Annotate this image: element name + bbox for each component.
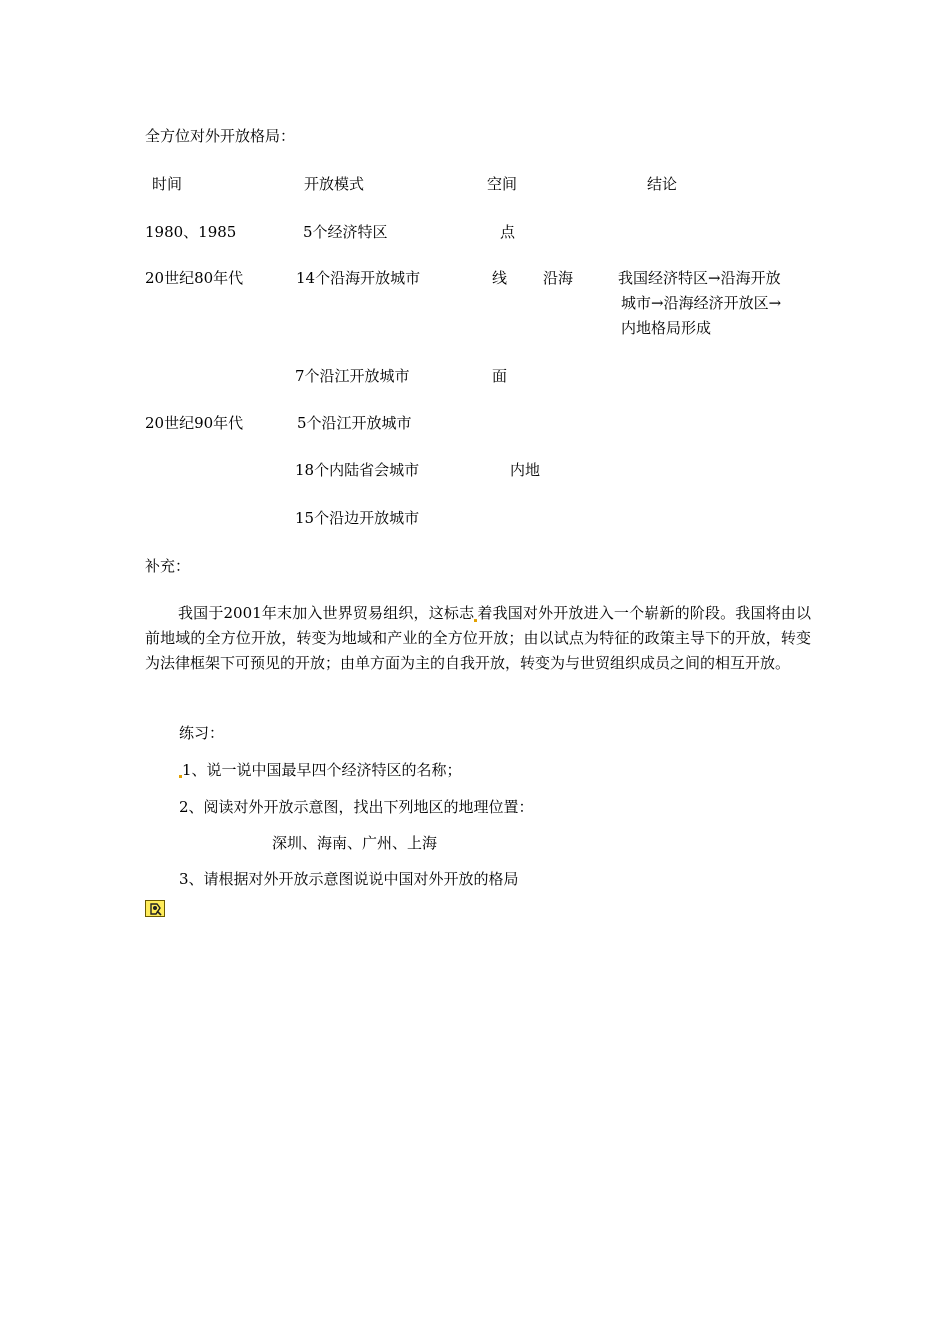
list-item [179, 758, 462, 782]
row-time: 1980、1985 [145, 223, 237, 241]
row-time: 20世纪90年代 [145, 414, 244, 432]
supplement-label: 补充： [145, 557, 191, 575]
list-item: 3、请根据对外开放示意图说说中国对外开放的格局 [179, 870, 519, 888]
row-mode: 18个内陆省会城市 [295, 461, 420, 479]
conclusion-line: 内地格局形成 [621, 319, 712, 337]
row-conclusion [618, 266, 818, 341]
list-item: 深圳、海南、广州、上海 [272, 834, 438, 852]
row-mode: 5个沿江开放城市 [297, 414, 412, 432]
conclusion-line: 城市→沿海经济开放区→ [621, 294, 782, 312]
conclusion-line: 我国经济特区→沿海开放 [618, 269, 781, 287]
row-space-extra: 沿海 [543, 269, 574, 287]
list-item-text: 1、说一说中国最早四个经济特区的名称； [182, 761, 462, 779]
paragraph-text: 着我国对外开放进入一个崭新的阶段。我国将由以前地域的全方位开放，转变为地域和产业的全方位开放；由以试点为特征的政策主导下的开放，转变为法律框架下可预见的开放；由单方面为主的自我开放，转变为与世贸组织成员之间的相互开放。 [145, 604, 811, 672]
header-time: 时间 [152, 175, 183, 193]
row-time: 20世纪80年代 [145, 269, 244, 287]
row-mode: 5个经济特区 [303, 223, 388, 241]
row-space: 面 [492, 367, 508, 385]
header-space: 空间 [487, 175, 518, 193]
supplement-paragraph [145, 601, 811, 676]
exercise-label: 练习： [179, 724, 225, 742]
row-space: 点 [500, 223, 516, 241]
header-mode: 开放模式 [304, 175, 365, 193]
list-item: 2、阅读对外开放示意图，找出下列地区的地理位置： [179, 798, 534, 816]
section-heading: 全方位对外开放格局： [145, 127, 296, 145]
row-mode: 15个沿边开放城市 [295, 509, 420, 527]
header-conclusion: 结论 [647, 175, 678, 193]
row-space: 内地 [510, 461, 541, 479]
row-mode: 14个沿海开放城市 [296, 269, 421, 287]
clipboard-icon [148, 902, 163, 916]
row-mode: 7个沿江开放城市 [295, 367, 410, 385]
paragraph-text: 我国于2001年末加入世界贸易组织，这标志 [178, 604, 475, 622]
paste-icon[interactable] [145, 900, 165, 917]
row-space: 线 [492, 269, 508, 287]
